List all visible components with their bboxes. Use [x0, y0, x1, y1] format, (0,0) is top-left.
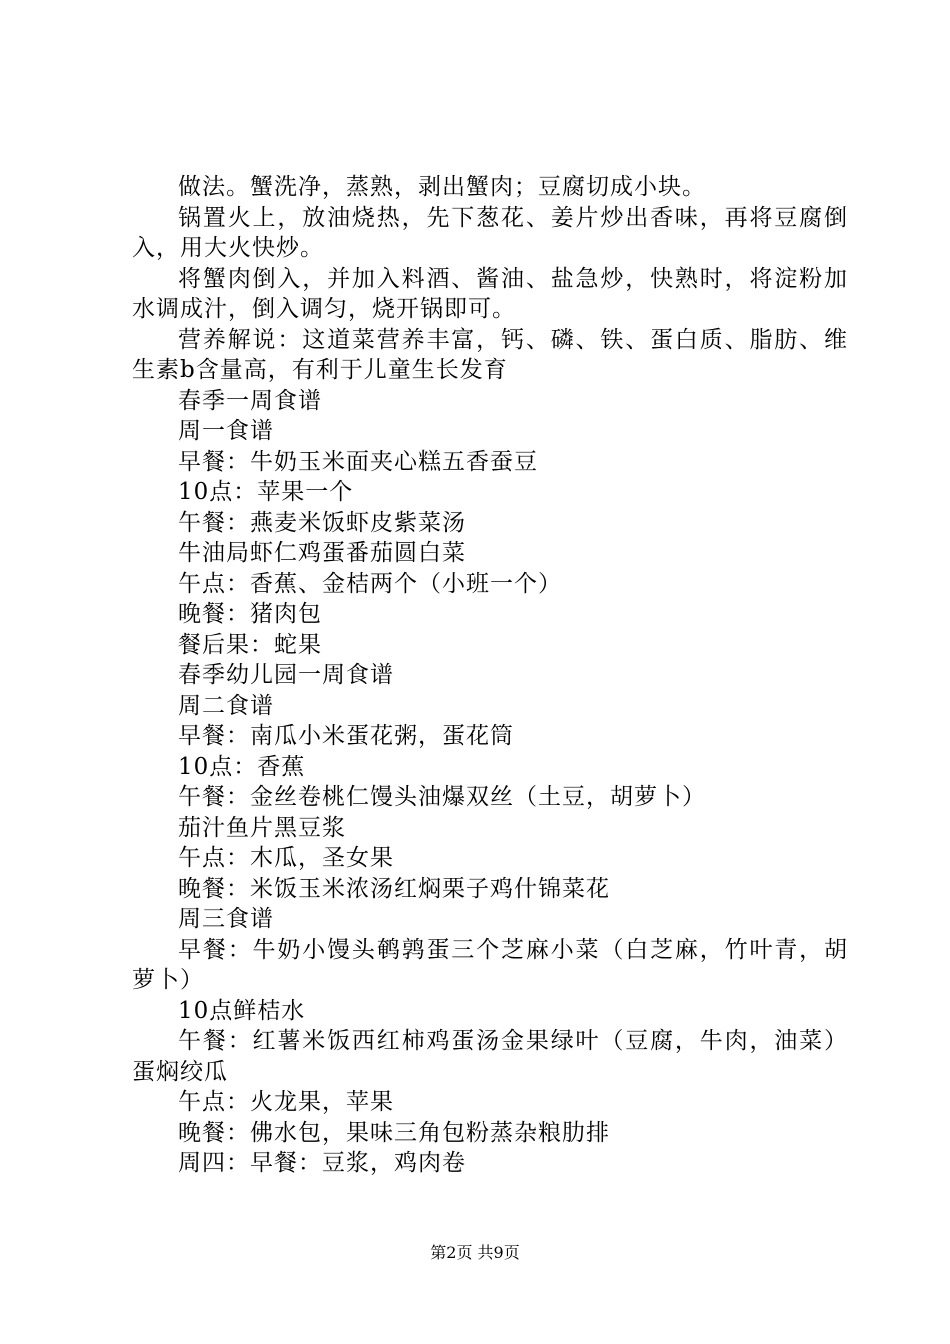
- menu-line: 10点：苹果一个: [178, 479, 354, 505]
- menu-line: 餐后果：蛇果: [178, 631, 322, 658]
- menu-line: 早餐：牛奶小馒头鹌鹑蛋三个芝麻小菜（白芝麻，竹叶青，胡萝卜）: [132, 936, 848, 993]
- menu-line: 午餐：红薯米饭西红柿鸡蛋汤金果绿叶（豆腐，牛肉，油菜）蛋焖绞瓜: [132, 1028, 848, 1085]
- paragraph: 锅置火上，放油烧热，先下葱花、姜片炒出香味，再将豆腐倒入，用大火快炒。: [132, 204, 848, 261]
- page-number: 第2页 共9页: [430, 1243, 520, 1262]
- day-heading: 周一食谱: [178, 418, 274, 444]
- menu-line: 10点鲜桔水: [178, 997, 306, 1024]
- menu-line: 牛油局虾仁鸡蛋番茄圆白菜: [178, 540, 466, 566]
- menu-title: 春季幼儿园一周食谱: [178, 662, 394, 688]
- menu-line: 10点：香蕉: [178, 753, 306, 780]
- menu-line: 晚餐：猪肉包: [178, 601, 322, 627]
- menu-line: 晚餐：米饭玉米浓汤红焖栗子鸡什锦菜花: [178, 875, 610, 902]
- menu-line: 早餐：南瓜小米蛋花粥，蛋花筒: [178, 723, 514, 749]
- menu-line: 晚餐：佛水包，果味三角包粉蒸杂粮肋排: [178, 1119, 610, 1146]
- paragraph: 营养解说：这道菜营养丰富，钙、磷、铁、蛋白质、脂肪、维生素b含量高，有利于儿童生长发育: [132, 326, 848, 383]
- menu-line: 午餐：金丝卷桃仁馒头油爆双丝（土豆，胡萝卜）: [178, 784, 706, 810]
- menu-line: 茄汁鱼片黑豆浆: [178, 814, 346, 841]
- paragraph: 做法。蟹洗净，蒸熟，剥出蟹肉；豆腐切成小块。: [178, 174, 706, 200]
- paragraph: 将蟹肉倒入，并加入料酒、酱油、盐急炒，快熟时，将淀粉加水调成汁，倒入调匀，烧开锅即可。: [132, 265, 848, 322]
- menu-line: 午餐：燕麦米饭虾皮紫菜汤: [178, 509, 466, 536]
- day-heading: 周三食谱: [178, 906, 274, 932]
- menu-line: 周四：早餐：豆浆，鸡肉卷: [178, 1150, 466, 1176]
- menu-line: 午点：木瓜，圣女果: [178, 845, 394, 871]
- menu-title: 春季一周食谱: [178, 387, 322, 414]
- page-body: [132, 172, 848, 1179]
- day-heading: 周二食谱: [178, 692, 274, 719]
- menu-line: 午点：火龙果，苹果: [178, 1089, 394, 1115]
- menu-line: 午点：香蕉、金桔两个（小班一个）: [178, 570, 562, 597]
- menu-line: 早餐：牛奶玉米面夹心糕五香蚕豆: [178, 448, 538, 475]
